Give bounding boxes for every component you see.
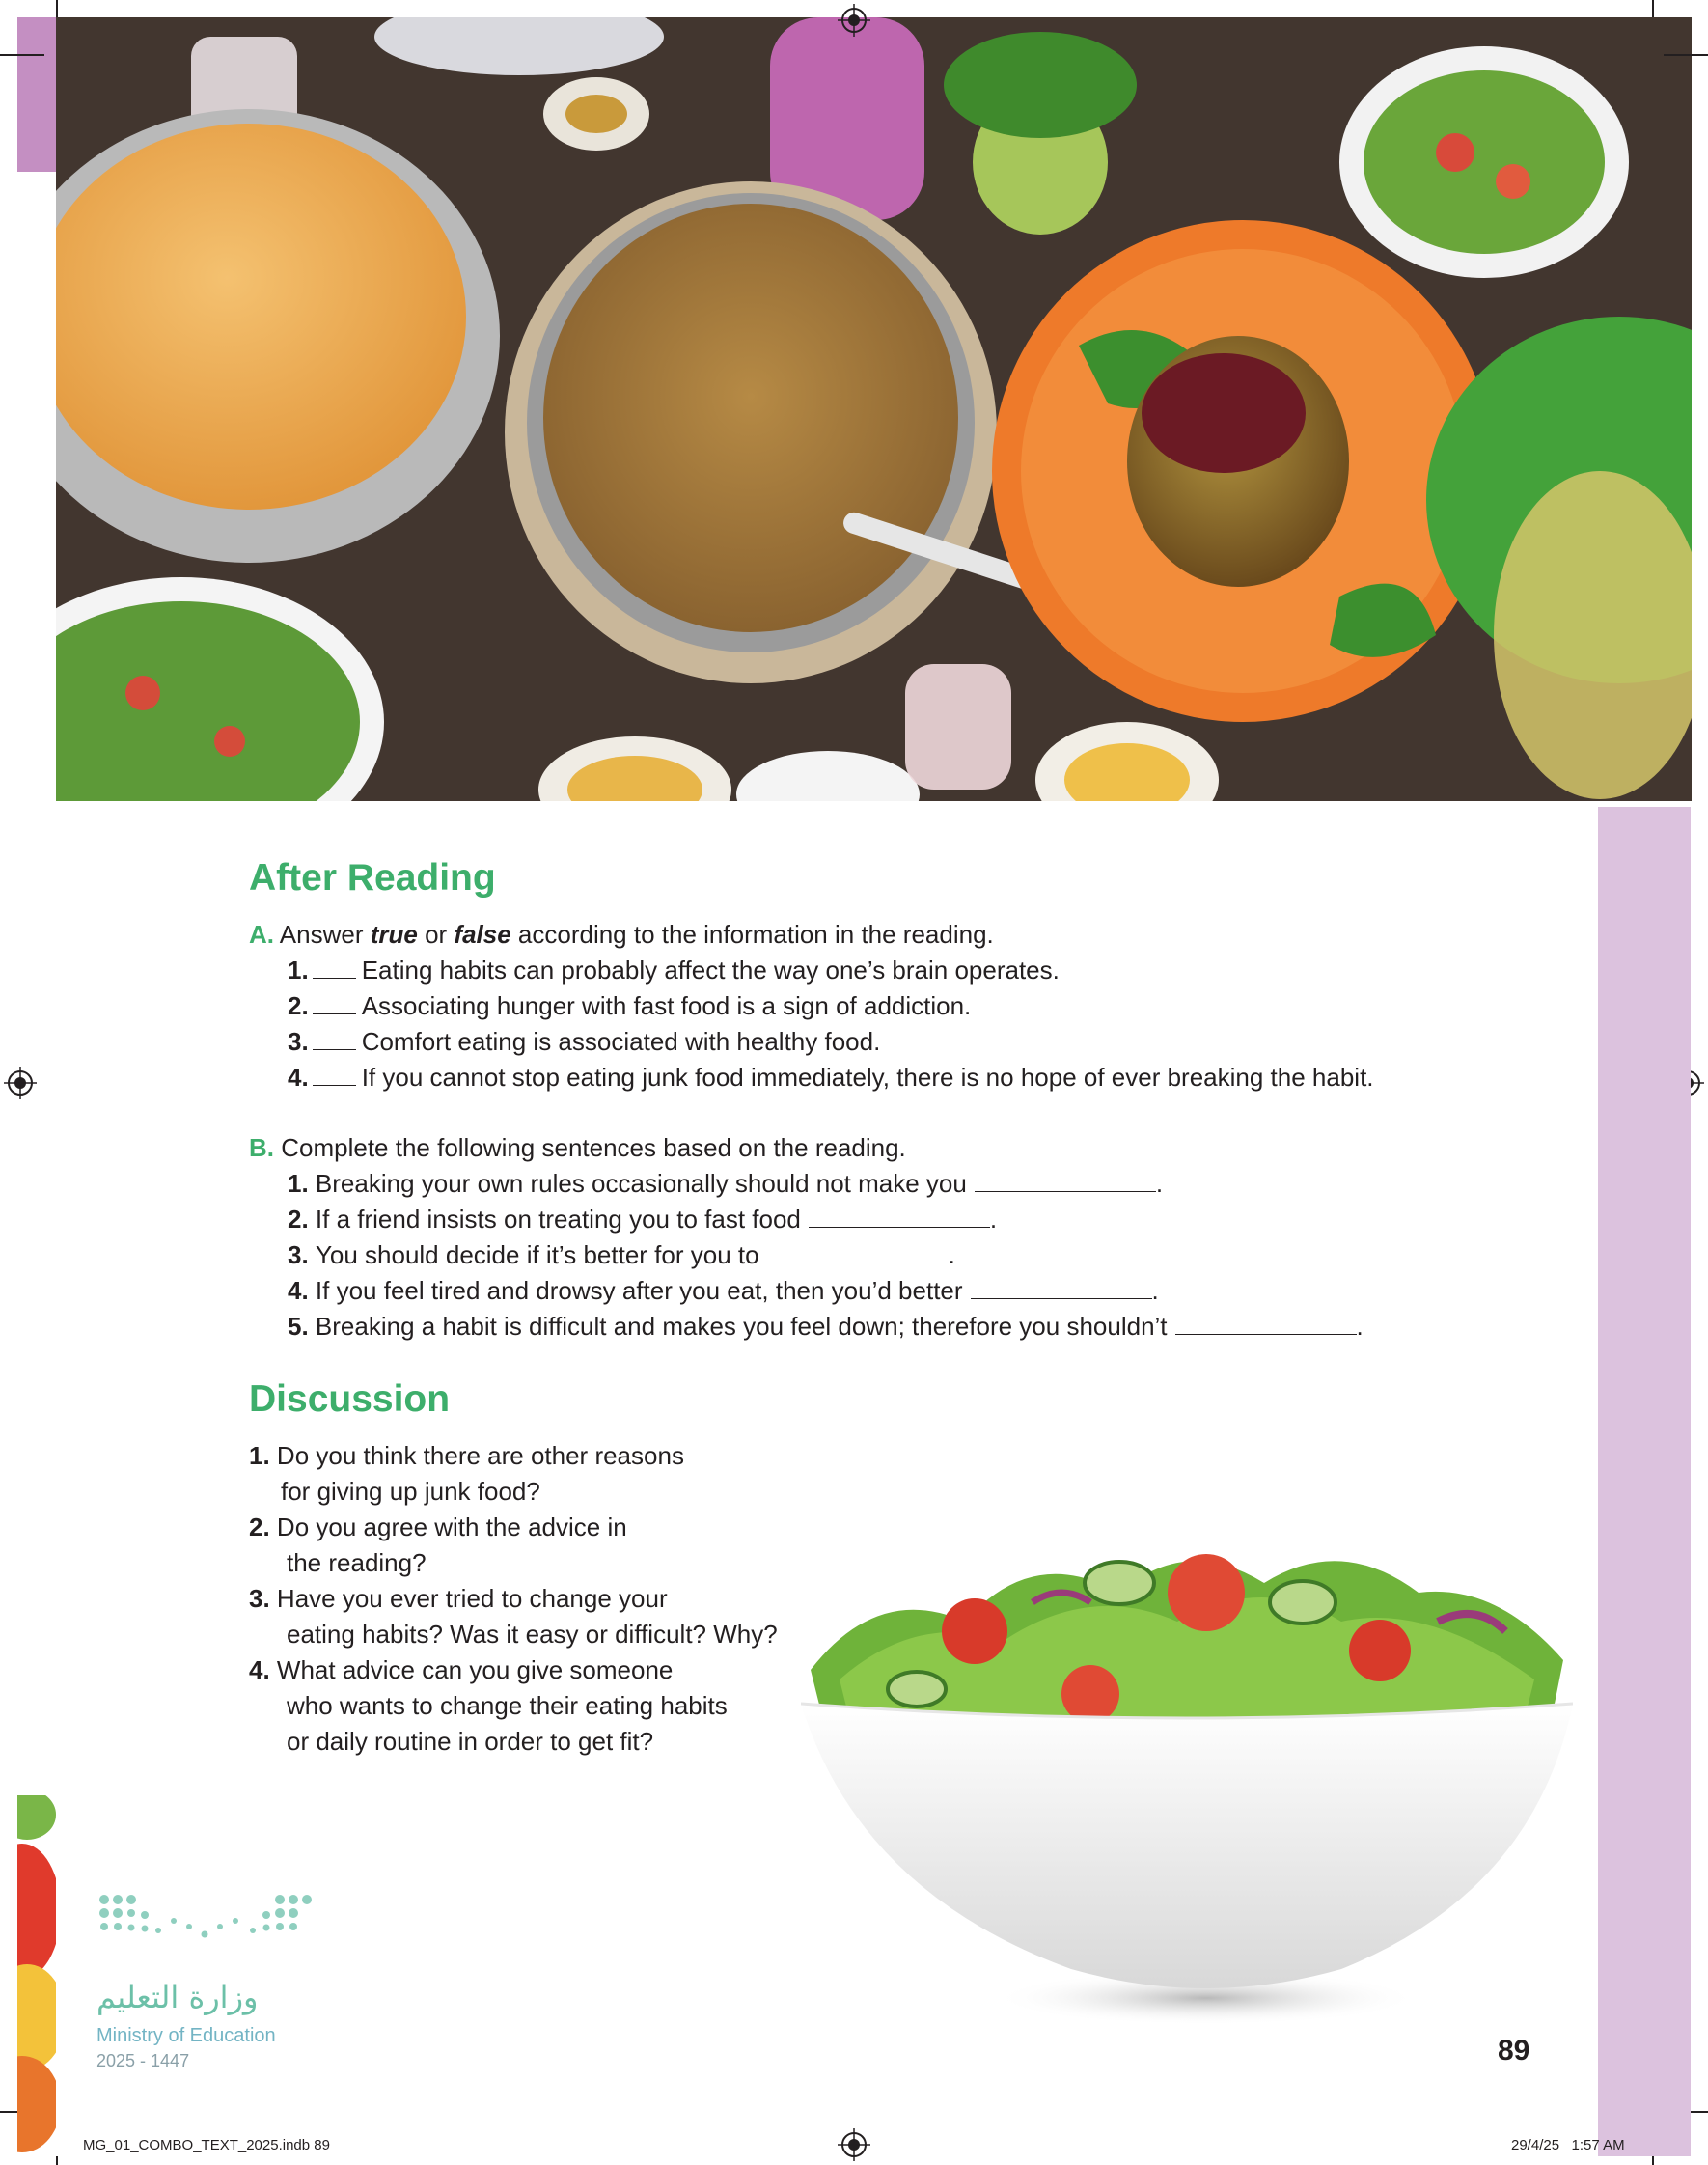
discussion-item: 2. Do you agree with the advice in	[249, 1513, 627, 1541]
part-b-instruction: B. Complete the following sentences based on the reading.	[249, 1133, 906, 1162]
ministry-name-english: Ministry of Education	[96, 2025, 276, 2046]
crop-mark	[56, 2156, 58, 2165]
discussion-item-continued: or daily routine in order to get fit?	[287, 1727, 654, 1756]
ministry-name-arabic: وزارة التعليم	[96, 1979, 259, 2015]
part-b-letter: B.	[249, 1133, 274, 1162]
completion-item: 1. Breaking your own rules occasionally should not make you .	[288, 1169, 1164, 1198]
completion-item: 3. You should decide if it’s better for you to .	[288, 1240, 955, 1269]
discussion-item: 1. Do you think there are other reasons	[249, 1441, 684, 1470]
part-a-instruction: A. Answer true or false according to the information in the reading.	[249, 920, 994, 949]
registration-mark-icon	[838, 2128, 870, 2161]
true-false-item: 2. Associating hunger with fast food is a sign of addiction.	[288, 991, 972, 1020]
answer-blank[interactable]	[313, 958, 356, 979]
answer-blank[interactable]	[971, 1279, 1152, 1299]
ministry-logo-dots-icon	[96, 1892, 318, 1950]
crop-mark	[1652, 0, 1654, 17]
answer-blank[interactable]	[313, 1066, 356, 1086]
answer-blank[interactable]	[313, 1030, 356, 1050]
true-false-item: 4. If you cannot stop eating junk food immediately, there is no hope of ever breaking the habit.	[288, 1063, 1374, 1092]
true-false-item: 3. Comfort eating is associated with healthy food.	[288, 1027, 881, 1056]
ministry-year: 2025 - 1447	[96, 2051, 190, 2070]
registration-mark-icon	[838, 4, 870, 37]
after-reading-heading: After Reading	[249, 857, 496, 899]
discussion-item: 4. What advice can you give someone	[249, 1655, 674, 1684]
discussion-item-continued: the reading?	[287, 1548, 427, 1577]
part-a-letter: A.	[249, 920, 274, 949]
page-number: 89	[1498, 2035, 1530, 2067]
food-table-photo	[56, 17, 1692, 801]
crop-mark	[1652, 2156, 1654, 2165]
discussion-item-continued: for giving up junk food?	[281, 1477, 540, 1506]
margin-color-band	[1598, 807, 1691, 2156]
discussion-item-continued: who wants to change their eating habits	[287, 1691, 728, 1720]
discussion-item: 3. Have you ever tried to change your	[249, 1584, 668, 1613]
completion-item: 4. If you feel tired and drowsy after you eat, then you’d better .	[288, 1276, 1159, 1305]
completion-item: 2. If a friend insists on treating you to fast food .	[288, 1205, 998, 1234]
fruit-edge-photo	[17, 1795, 56, 2152]
true-false-item: 1. Eating habits can probably affect the way one’s brain operates.	[288, 956, 1060, 985]
chapter-color-tab	[17, 17, 56, 172]
answer-blank[interactable]	[1175, 1315, 1357, 1335]
crop-mark	[0, 54, 44, 56]
answer-blank[interactable]	[767, 1243, 949, 1263]
discussion-heading: Discussion	[249, 1378, 451, 1420]
salad-bowl-photo	[801, 1525, 1573, 2037]
answer-blank[interactable]	[809, 1207, 990, 1228]
footer-timestamp: 29/4/25 1:57 AM	[1511, 2137, 1625, 2153]
discussion-item-continued: eating habits? Was it easy or difficult? Why?	[287, 1620, 778, 1649]
crop-mark	[56, 0, 58, 17]
registration-mark-icon	[4, 1067, 37, 1099]
footer-file-slug: MG_01_COMBO_TEXT_2025.indb 89	[83, 2137, 330, 2153]
crop-mark	[1664, 54, 1708, 56]
completion-item: 5. Breaking a habit is difficult and makes you feel down; therefore you shouldn’t .	[288, 1312, 1364, 1341]
answer-blank[interactable]	[975, 1172, 1156, 1192]
answer-blank[interactable]	[313, 994, 356, 1014]
